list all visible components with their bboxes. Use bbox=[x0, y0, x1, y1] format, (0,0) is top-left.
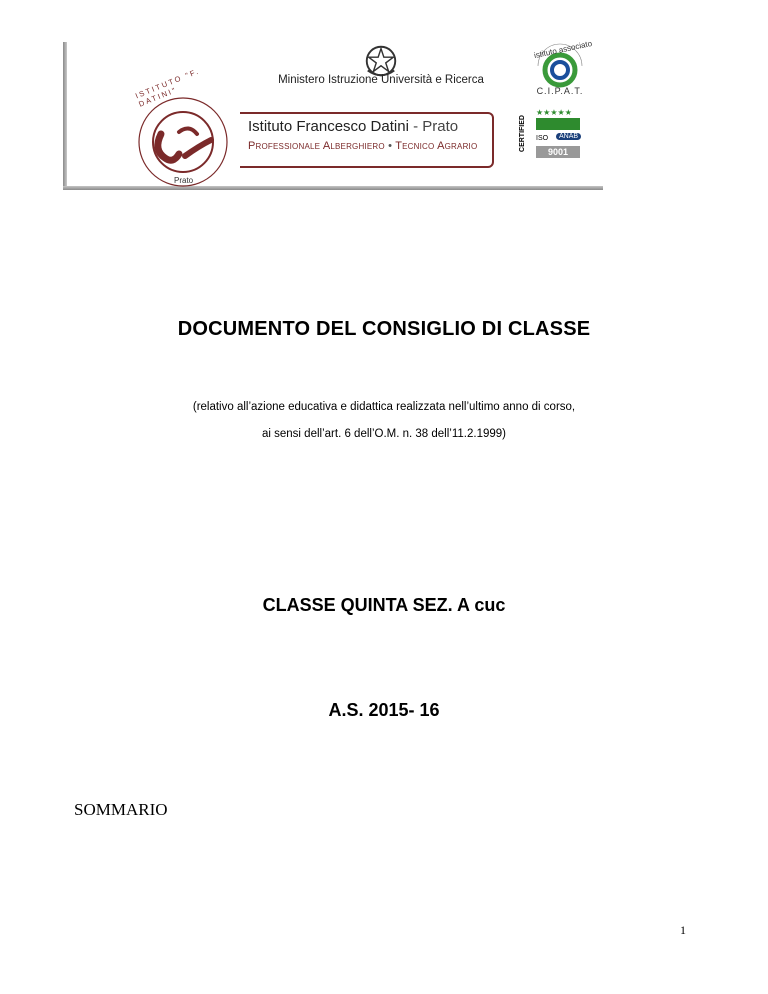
cert-org: ANAB bbox=[556, 133, 581, 140]
page-number: 1 bbox=[680, 923, 686, 937]
summary-heading: SOMMARIO bbox=[74, 800, 168, 819]
cipat-ring-text: istituto associato bbox=[533, 38, 593, 61]
cert-iso: ISO bbox=[536, 135, 549, 142]
cipat-label: C.I.P.A.T. bbox=[536, 86, 584, 96]
header-border-left bbox=[63, 42, 67, 190]
institute-sub-alberghiero: Professionale Alberghiero bbox=[248, 140, 385, 152]
cert-stars: ★★★★★ bbox=[536, 108, 572, 117]
school-year: A.S. 2015- 16 bbox=[328, 700, 440, 720]
institute-subtitle bbox=[248, 140, 477, 152]
document-subtitle-1: (relativo all’azione educativa e didattica realizzata nell’ultimo anno di corso, bbox=[192, 401, 576, 413]
ministry-label: Ministero Istruzione Università e Ricerca bbox=[278, 74, 484, 86]
cert-number: 9001 bbox=[536, 146, 580, 158]
institute-name: Istituto Francesco Datini bbox=[248, 118, 409, 135]
institute-title bbox=[248, 118, 458, 135]
institute-city: - Prato bbox=[413, 118, 459, 135]
logo-city: Prato bbox=[174, 176, 194, 185]
cert-green-bar bbox=[536, 118, 580, 130]
iso-certified-badge bbox=[518, 108, 592, 166]
document-title: DOCUMENTO DEL CONSIGLIO DI CLASSE bbox=[177, 318, 591, 340]
institute-sub-agrario: Tecnico Agrario bbox=[395, 140, 478, 152]
logo-ring-text: ISTITUTO "F. DATINI" bbox=[134, 66, 201, 109]
cert-label: CERTIFIED bbox=[518, 115, 526, 152]
class-heading: CLASSE QUINTA SEZ. A cuc bbox=[262, 595, 506, 615]
institute-sub-bullet: • bbox=[388, 140, 393, 152]
document-subtitle-2: ai sensi dell’art. 6 dell’O.M. n. 38 dell’11.2.1999) bbox=[262, 428, 506, 440]
